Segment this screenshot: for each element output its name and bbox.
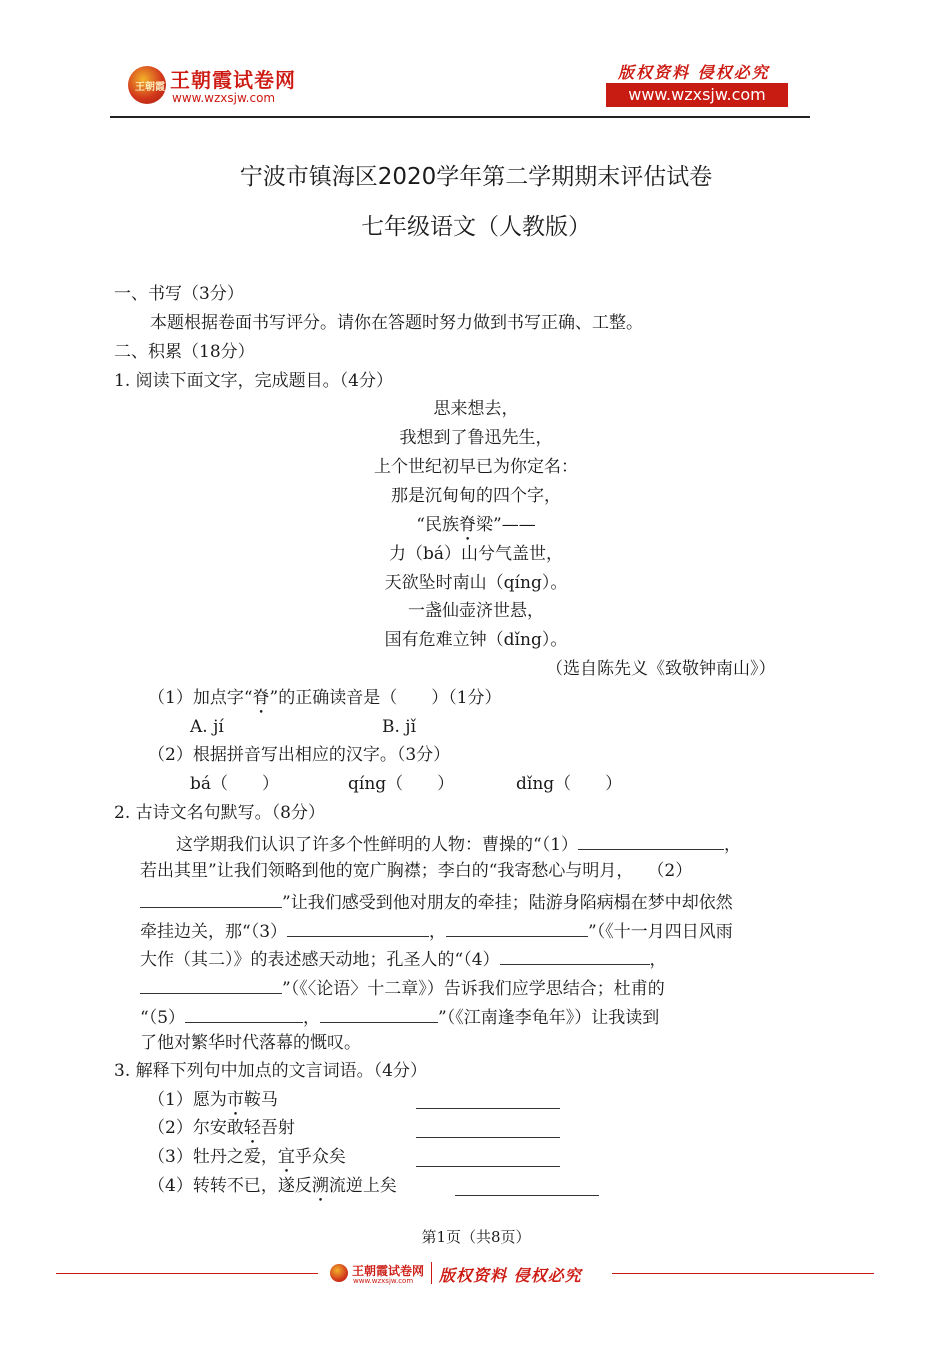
q2-text: ，: [724, 835, 742, 855]
q2-line: [140, 860, 692, 882]
logo-url: www.wzxsjw.com: [172, 91, 276, 105]
pinyin-item: dǐng（ ）: [516, 774, 623, 794]
pinyin-item: qíng（ ）: [348, 774, 455, 794]
q3-text: 乎众矣: [294, 1147, 346, 1167]
header-divider: [110, 116, 810, 118]
q2-text: ”让我们感受到他对朋友的牵挂；陆游身陷病榻在梦中却依然: [282, 893, 733, 913]
section2-heading: 二、积累（18分）: [114, 342, 255, 362]
answer-blank[interactable]: [140, 975, 282, 994]
header-url-banner: www.wzxsjw.com: [606, 83, 788, 107]
poem-line: 国有危难立钟（dǐng）。: [384, 630, 568, 650]
q3-item: [148, 1146, 346, 1177]
answer-blank[interactable]: [416, 1108, 560, 1109]
poem-quote-line: [0, 514, 952, 545]
q3-text: 鞍马: [243, 1090, 278, 1110]
q1-sub1: [148, 687, 502, 718]
q2-line: [140, 889, 733, 914]
q2-text: “（5）: [140, 1008, 186, 1028]
q3-dotted-char: 宜: [277, 1147, 295, 1167]
q3-text: 吾射: [260, 1118, 295, 1138]
q1-stem: 1. 阅读下面文字，完成题目。（4分）: [114, 371, 393, 391]
poem-line: 上个世纪初早已为你定名：: [374, 457, 578, 477]
answer-blank[interactable]: [446, 918, 588, 937]
logo-badge-text: 王朝霞: [135, 82, 165, 93]
option-a: A. jí: [190, 717, 224, 737]
q2-text: ，: [649, 950, 667, 970]
poem-quote-pre: “民族: [416, 515, 459, 535]
answer-blank[interactable]: [287, 918, 429, 937]
q2-text: 牵挂边关，那“（3）: [140, 922, 288, 942]
q2-line: [140, 975, 665, 1000]
poem-source: （选自陈先义《致敬钟南山》）: [546, 659, 776, 679]
poem-line: 那是沉甸甸的四个字，: [391, 486, 561, 506]
q2-text: ，: [429, 922, 447, 942]
header-slogan: 版权资料 侵权必究: [618, 63, 770, 82]
q3-dotted-char: 轻: [243, 1118, 261, 1138]
q1-sub1-dotted-char: 脊: [252, 688, 270, 708]
footer-separator: [431, 1262, 432, 1284]
q3-item: [148, 1175, 397, 1206]
q3-text: （1）愿为: [148, 1090, 227, 1110]
footer-divider-left: [56, 1273, 318, 1274]
q3-dotted-char: 市: [226, 1090, 244, 1110]
q2-text: 这学期我们认识了许多个性鲜明的人物：曹操的“（1）: [176, 835, 579, 855]
pinyin-item: bá（ ）: [190, 774, 280, 794]
page-number: 第1页（共8页）: [421, 1228, 531, 1246]
q2-line: 了他对繁华时代落幕的慨叹。: [140, 1033, 361, 1053]
q3-text: （2）尔安敢: [148, 1118, 244, 1138]
poem-line: 一盏仙壶济世悬，: [408, 601, 544, 621]
q1-sub1-post: ”的正确读音是（ ）（1分）: [269, 688, 502, 708]
q3-stem: 3. 解释下列句中加点的文言词语。（4分）: [114, 1061, 427, 1081]
q2-stem: 2. 古诗文名句默写。（8分）: [114, 803, 325, 823]
footer-slogan: 版权资料 侵权必究: [439, 1266, 582, 1285]
q3-text: （4）转转不已，遂反: [148, 1176, 312, 1196]
q3-text: 流逆上矣: [328, 1176, 397, 1196]
q2-text: （2）: [647, 861, 693, 881]
section1-heading: 一、书写（3分）: [114, 284, 244, 304]
q2-text: ，: [303, 1008, 321, 1028]
poem-line: 天欲坠时南山（qíng）。: [384, 573, 568, 593]
footer-url: www.wzxsjw.com: [353, 1277, 414, 1285]
page-title: 宁波市镇海区2020学年第二学期期末评估试卷: [239, 164, 713, 190]
poem-dotted-char: 脊: [459, 515, 476, 535]
answer-blank[interactable]: [140, 889, 282, 908]
q2-text: 若出其里”让我们领略到他的宽广胸襟；李白的“我寄愁心与明月，: [140, 861, 634, 881]
answer-blank[interactable]: [185, 1004, 303, 1023]
q2-line: [140, 946, 667, 971]
section1-body: 本题根据卷面书写评分。请你在答题时努力做到书写正确、工整。: [150, 313, 643, 333]
q3-item: [148, 1117, 295, 1148]
logo-emblem-icon: [128, 66, 166, 104]
poem-line: 思来想去，: [433, 399, 519, 419]
logo-title: 王朝霞试卷网: [170, 68, 296, 92]
q2-line: [140, 918, 733, 943]
q3-dotted-char: 溯: [311, 1176, 329, 1196]
q2-text: ”（《〈论语〉十二章》）告诉我们应学思结合；杜甫的: [282, 979, 665, 999]
answer-blank[interactable]: [500, 946, 650, 965]
q2-line: [140, 1004, 659, 1029]
page-subtitle: 七年级语文（人教版）: [361, 214, 591, 240]
answer-blank[interactable]: [320, 1004, 438, 1023]
footer-brand: 王朝霞试卷网: [352, 1264, 425, 1278]
q2-text: 大作（其二）》的表述感天动地；孔圣人的“（4）: [140, 950, 500, 970]
q1-sub2: （2）根据拼音写出相应的汉字。（3分）: [148, 745, 451, 765]
poem-line: 力（bá）山兮气盖世，: [388, 544, 564, 564]
answer-blank[interactable]: [416, 1137, 560, 1138]
q3-text: （3）牡丹之爱，: [148, 1147, 278, 1167]
q2-text: ”（《十一月四日风雨: [588, 922, 733, 942]
option-b: B. jǐ: [382, 717, 417, 737]
footer-divider-right: [612, 1273, 874, 1274]
answer-blank[interactable]: [416, 1166, 560, 1167]
q2-line: [176, 831, 741, 856]
q2-text: ”（《江南逢李龟年》）让我读到: [438, 1008, 660, 1028]
poem-quote-post: 梁”——: [476, 515, 536, 535]
poem-line: 我想到了鲁迅先生，: [399, 428, 553, 448]
answer-blank[interactable]: [578, 831, 724, 850]
footer-logo-icon: [330, 1264, 348, 1282]
q1-sub1-pre: （1）加点字“: [148, 688, 253, 708]
answer-blank[interactable]: [455, 1195, 599, 1196]
q3-item: [148, 1089, 278, 1120]
